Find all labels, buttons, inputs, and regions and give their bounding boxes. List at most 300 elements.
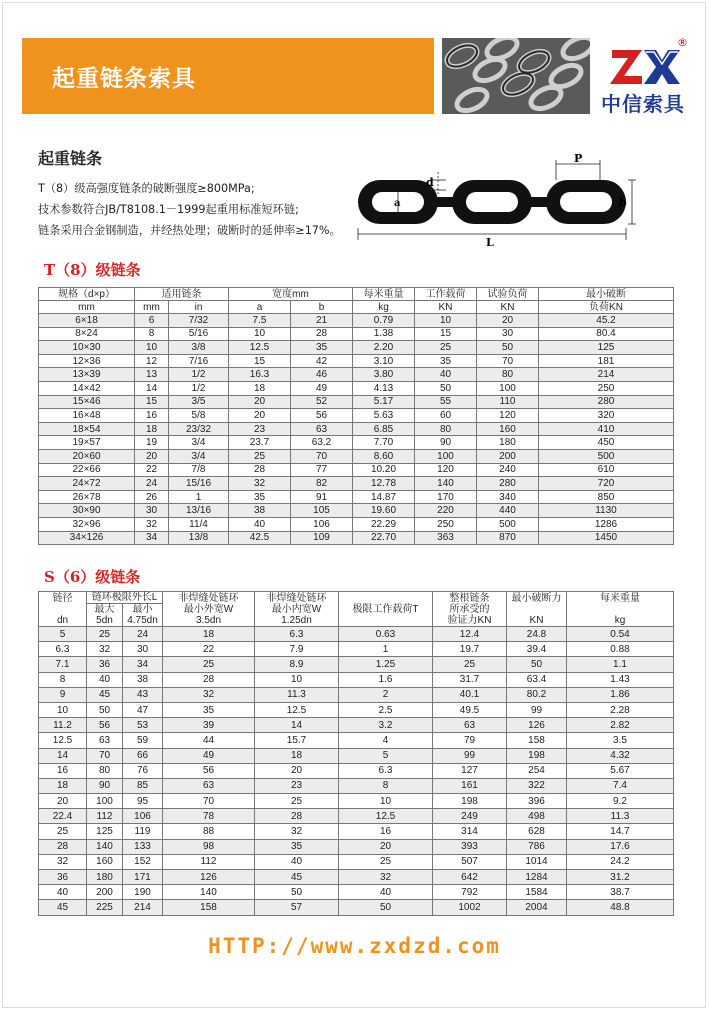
table-cell: 440 <box>477 504 539 518</box>
table-cell: 8.60 <box>353 449 415 463</box>
table-row <box>39 718 674 733</box>
table-cell: 38.7 <box>567 885 674 900</box>
col-test-unit: KN <box>477 301 539 314</box>
col-spec: 规格（d×p） <box>39 288 135 301</box>
col-weight-unit: kg <box>353 301 415 314</box>
table-cell: 15 <box>229 354 291 368</box>
dim-a-label: a <box>394 198 401 209</box>
table-cell: 12.5 <box>339 809 433 824</box>
table-cell: 23 <box>255 778 339 793</box>
table-cell: 161 <box>433 778 507 793</box>
col-break-unit: 负荷KN <box>539 301 674 314</box>
table-cell: 7.9 <box>255 642 339 657</box>
col-s6-break <box>507 592 567 627</box>
table-cell: 3/4 <box>169 449 229 463</box>
table-cell: 11/4 <box>169 517 229 531</box>
table-row <box>39 657 674 672</box>
col-width-b: b <box>291 301 353 314</box>
table-cell: 1.43 <box>567 672 674 687</box>
table-cell: 158 <box>163 900 255 915</box>
table-cell: 24 <box>135 477 169 491</box>
table-cell: 720 <box>539 477 674 491</box>
table-cell: 25 <box>433 657 507 672</box>
table-cell: 39.4 <box>507 642 567 657</box>
table-cell: 642 <box>433 870 507 885</box>
table-cell: 18×54 <box>39 422 135 436</box>
table-cell: 53 <box>123 718 163 733</box>
table-cell: 1002 <box>433 900 507 915</box>
table-cell: 322 <box>507 778 567 793</box>
table-cell: 15/16 <box>169 477 229 491</box>
s6-inner-line: 1.25dn <box>281 614 312 626</box>
table-cell: 32×96 <box>39 517 135 531</box>
table-cell: 320 <box>539 409 674 423</box>
table-cell: 35 <box>291 341 353 355</box>
table-cell: 10 <box>415 314 477 328</box>
table-row <box>39 490 674 504</box>
table-cell: 22 <box>135 463 169 477</box>
table-cell: 50 <box>477 341 539 355</box>
table-cell: 10 <box>135 341 169 355</box>
table-cell: 14 <box>135 381 169 395</box>
table-cell: 100 <box>415 449 477 463</box>
table-cell: 45 <box>255 870 339 885</box>
table-cell: 18 <box>39 778 87 793</box>
col-width: 宽度mm <box>229 288 353 301</box>
table-cell: 12×36 <box>39 354 135 368</box>
table-row <box>39 900 674 915</box>
s6-chain-unit: dn <box>56 614 69 626</box>
registered-mark: ® <box>677 36 688 49</box>
table-cell: 20×60 <box>39 449 135 463</box>
table-cell: 1.86 <box>567 687 674 702</box>
table-cell: 19.60 <box>353 504 415 518</box>
table-cell: 254 <box>507 763 567 778</box>
table-cell: 100 <box>477 381 539 395</box>
table-cell: 70 <box>291 449 353 463</box>
table-cell: 13/8 <box>169 531 229 545</box>
table-cell: 180 <box>87 870 123 885</box>
table-cell: 11.3 <box>567 809 674 824</box>
table-cell: 120 <box>477 409 539 423</box>
table-cell: 40.1 <box>433 687 507 702</box>
table-cell: 45 <box>87 687 123 702</box>
table-cell: 24×72 <box>39 477 135 491</box>
table-cell: 110 <box>477 395 539 409</box>
table-cell: 106 <box>123 809 163 824</box>
table-cell: 47 <box>123 702 163 717</box>
table-cell: 42 <box>291 354 353 368</box>
table-cell: 23/32 <box>169 422 229 436</box>
table-cell: 32 <box>163 687 255 702</box>
table-cell: 77 <box>291 463 353 477</box>
table-cell: 79 <box>433 733 507 748</box>
col-s6-limit: 链环极限外长L <box>87 592 163 604</box>
table-row <box>39 341 674 355</box>
table-cell: 610 <box>539 463 674 477</box>
table-cell: 16.3 <box>229 368 291 382</box>
table-row <box>39 477 674 491</box>
col-s6-inner <box>255 592 339 627</box>
s6-weight-label: 每米重量 <box>600 592 640 604</box>
table-cell: 20 <box>255 763 339 778</box>
table-cell: 106 <box>291 517 353 531</box>
table-cell: 19 <box>135 436 169 450</box>
logo-name: 中信索具 <box>601 92 685 116</box>
table-cell: 30×90 <box>39 504 135 518</box>
table-cell: 170 <box>415 490 477 504</box>
col-s6-chain <box>39 592 87 627</box>
table-cell: 98 <box>163 839 255 854</box>
table-cell: 22.29 <box>353 517 415 531</box>
table-cell: 4 <box>339 733 433 748</box>
table-cell: 1.25 <box>339 657 433 672</box>
table-cell: 40 <box>229 517 291 531</box>
table-cell: 56 <box>163 763 255 778</box>
table-cell: 140 <box>415 477 477 491</box>
table-cell: 850 <box>539 490 674 504</box>
table-cell: 1584 <box>507 885 567 900</box>
table-cell: 10.20 <box>353 463 415 477</box>
table-cell: 90 <box>87 778 123 793</box>
table-cell: 56 <box>291 409 353 423</box>
table-cell: 160 <box>87 854 123 869</box>
dim-b-label: b <box>619 196 627 209</box>
table-cell: 160 <box>477 422 539 436</box>
table-cell: 12.5 <box>229 341 291 355</box>
table-cell: 1284 <box>507 870 567 885</box>
table-row <box>39 368 674 382</box>
table-cell: 4.32 <box>567 748 674 763</box>
table-cell: 44 <box>163 733 255 748</box>
table-row <box>39 885 674 900</box>
table-cell: 32 <box>255 824 339 839</box>
table-cell: 18 <box>135 422 169 436</box>
table-cell: 214 <box>123 900 163 915</box>
table-cell: 16×48 <box>39 409 135 423</box>
table-cell: 15×46 <box>39 395 135 409</box>
dim-d-label: d <box>426 176 434 189</box>
table-cell: 21 <box>291 314 353 328</box>
table-cell: 180 <box>477 436 539 450</box>
table-cell: 7/8 <box>169 463 229 477</box>
table-cell: 99 <box>507 702 567 717</box>
table-cell: 32 <box>229 477 291 491</box>
table-row <box>39 809 674 824</box>
col-s6-outer <box>163 592 255 627</box>
table-cell: 2.20 <box>353 341 415 355</box>
zx-logo-mark <box>598 44 688 88</box>
t8-spec-table <box>38 287 674 545</box>
table-row <box>39 381 674 395</box>
table-cell: 7.5 <box>229 314 291 328</box>
table-row <box>39 763 674 778</box>
table-cell: 48.8 <box>567 900 674 915</box>
table-cell: 126 <box>163 870 255 885</box>
table-cell: 200 <box>87 885 123 900</box>
table-cell: 250 <box>539 381 674 395</box>
intro-line: 技术参数符合JB/T8108.1－1999起重用标准短环链; <box>38 203 299 216</box>
table-cell: 25 <box>163 657 255 672</box>
table-cell: 56 <box>87 718 123 733</box>
website-url[interactable]: HTTP://www.zxdzd.com <box>208 934 501 958</box>
table-cell: 5.63 <box>353 409 415 423</box>
table-cell: 14×42 <box>39 381 135 395</box>
table-cell: 6×18 <box>39 314 135 328</box>
table-cell: 5.67 <box>567 763 674 778</box>
table-cell: 5.17 <box>353 395 415 409</box>
table-cell: 125 <box>87 824 123 839</box>
table-cell: 24 <box>123 627 163 642</box>
col-s6-min <box>123 604 163 627</box>
table-cell: 16 <box>339 824 433 839</box>
table-cell: 7.1 <box>39 657 87 672</box>
table-cell: 32 <box>339 870 433 885</box>
table-cell: 363 <box>415 531 477 545</box>
table-cell: 30 <box>135 504 169 518</box>
table-cell: 95 <box>123 794 163 809</box>
s6-min-unit: 4.75dn <box>127 615 158 626</box>
table-row <box>39 870 674 885</box>
table-cell: 50 <box>339 900 433 915</box>
table-cell: 1286 <box>539 517 674 531</box>
table-cell: 49.5 <box>433 702 507 717</box>
table-cell: 5/16 <box>169 327 229 341</box>
table-cell: 6.3 <box>39 642 87 657</box>
s6-outer-line: 非焊缝处链环 <box>178 592 239 604</box>
table-cell: 8 <box>39 672 87 687</box>
table-cell: 181 <box>539 354 674 368</box>
table-cell: 1.1 <box>567 657 674 672</box>
table-cell: 45 <box>39 900 87 915</box>
table-cell: 50 <box>87 702 123 717</box>
table-cell: 99 <box>433 748 507 763</box>
table-cell: 9.2 <box>567 794 674 809</box>
col-s6-weight <box>567 592 674 627</box>
table-cell: 8×24 <box>39 327 135 341</box>
table-cell: 70 <box>163 794 255 809</box>
table-cell: 11.2 <box>39 718 87 733</box>
table-cell: 52 <box>291 395 353 409</box>
table-row <box>39 794 674 809</box>
s6-proof-line: 所承受的 <box>449 603 490 615</box>
table-cell: 870 <box>477 531 539 545</box>
table-cell: 26 <box>135 490 169 504</box>
table-cell: 25 <box>415 341 477 355</box>
table-cell: 32 <box>135 517 169 531</box>
table-cell: 85 <box>123 778 163 793</box>
table-cell: 220 <box>415 504 477 518</box>
table-cell: 15 <box>415 327 477 341</box>
header-title: 起重链条索具 <box>52 66 196 92</box>
table-cell: 36 <box>87 657 123 672</box>
s6-max-label: 最大 <box>94 604 115 615</box>
table-cell: 20 <box>339 839 433 854</box>
table-cell: 63.2 <box>291 436 353 450</box>
table-cell: 7/32 <box>169 314 229 328</box>
table-cell: 30 <box>477 327 539 341</box>
table-cell: 8 <box>339 778 433 793</box>
table-cell: 249 <box>433 809 507 824</box>
table-cell: 500 <box>477 517 539 531</box>
table-cell: 507 <box>433 854 507 869</box>
table-cell: 26×78 <box>39 490 135 504</box>
table-cell: 1014 <box>507 854 567 869</box>
table-cell: 43 <box>123 687 163 702</box>
table-cell: 5/8 <box>169 409 229 423</box>
table-cell: 82 <box>291 477 353 491</box>
table-cell: 1.38 <box>353 327 415 341</box>
s6-outer-line: 3.5dn <box>195 614 222 626</box>
table-cell: 55 <box>415 395 477 409</box>
s6-inner-line: 最小内宽W <box>271 603 322 615</box>
table-cell: 3/5 <box>169 395 229 409</box>
col-chain: 适用链条 <box>135 288 229 301</box>
table-cell: 140 <box>163 885 255 900</box>
table-row <box>39 422 674 436</box>
table-cell: 10 <box>255 672 339 687</box>
table-cell: 7.70 <box>353 436 415 450</box>
table-cell: 63.4 <box>507 672 567 687</box>
table-cell: 0.63 <box>339 627 433 642</box>
col-weight: 每米重量 <box>353 288 415 301</box>
s6-weight-unit: kg <box>614 614 626 626</box>
table-row <box>39 824 674 839</box>
table-cell: 10 <box>229 327 291 341</box>
intro-text <box>38 178 368 241</box>
table-cell: 20 <box>39 794 87 809</box>
table-cell: 4.13 <box>353 381 415 395</box>
table-row <box>39 409 674 423</box>
table-cell: 0.79 <box>353 314 415 328</box>
intro-line: T（8）级高强度链条的破断强度≥800MPa; <box>38 182 255 195</box>
table-cell: 35 <box>255 839 339 854</box>
table-cell: 6.3 <box>339 763 433 778</box>
table-cell: 18 <box>229 381 291 395</box>
table-cell: 314 <box>433 824 507 839</box>
table-cell: 46 <box>291 368 353 382</box>
table-cell: 34×126 <box>39 531 135 545</box>
table-cell: 16 <box>135 409 169 423</box>
table-row <box>39 839 674 854</box>
table-cell: 2.5 <box>339 702 433 717</box>
table-cell: 23 <box>229 422 291 436</box>
table-cell: 127 <box>433 763 507 778</box>
table-row <box>39 327 674 341</box>
chain-photo <box>442 38 590 114</box>
table-cell: 140 <box>87 839 123 854</box>
table-row <box>39 517 674 531</box>
table-cell: 12.78 <box>353 477 415 491</box>
dim-p-label: P <box>574 152 583 165</box>
header <box>22 38 688 114</box>
table-cell: 16 <box>39 763 87 778</box>
table-cell: 34 <box>123 657 163 672</box>
table-row <box>39 854 674 869</box>
col-chain-in: in <box>169 301 229 314</box>
company-logo <box>598 36 688 116</box>
table-row <box>39 531 674 545</box>
table-cell: 36 <box>39 870 87 885</box>
table-cell: 80 <box>477 368 539 382</box>
table-cell: 23.7 <box>229 436 291 450</box>
table-cell: 1.6 <box>339 672 433 687</box>
table-row <box>39 733 674 748</box>
table-cell: 8.9 <box>255 657 339 672</box>
table-cell: 70 <box>87 748 123 763</box>
table-row <box>39 748 674 763</box>
table-cell: 35 <box>415 354 477 368</box>
t8-table-title: T（8）级链条 <box>44 261 141 279</box>
table-cell: 1/2 <box>169 381 229 395</box>
table-cell: 14 <box>39 748 87 763</box>
col-load-unit: KN <box>415 301 477 314</box>
table-cell: 91 <box>291 490 353 504</box>
s6-chain-label: 链径 <box>52 592 73 604</box>
table-cell: 628 <box>507 824 567 839</box>
table-row <box>39 354 674 368</box>
table-cell: 49 <box>291 381 353 395</box>
table-row <box>39 642 674 657</box>
table-cell: 100 <box>87 794 123 809</box>
table-cell: 112 <box>87 809 123 824</box>
table-cell: 88 <box>163 824 255 839</box>
table-cell: 25 <box>255 794 339 809</box>
table-cell: 17.6 <box>567 839 674 854</box>
table-row <box>39 463 674 477</box>
table-cell: 34 <box>135 531 169 545</box>
table-cell: 9 <box>39 687 87 702</box>
table-cell: 40 <box>39 885 87 900</box>
table-cell: 25 <box>87 627 123 642</box>
table-cell: 12 <box>135 354 169 368</box>
table-cell: 32 <box>39 854 87 869</box>
table-cell: 40 <box>339 885 433 900</box>
table-cell: 340 <box>477 490 539 504</box>
table-cell: 22 <box>163 642 255 657</box>
table-cell: 19×57 <box>39 436 135 450</box>
col-test: 试验负荷 <box>477 288 539 301</box>
table-cell: 20 <box>229 409 291 423</box>
table-cell: 500 <box>539 449 674 463</box>
table-cell: 3/8 <box>169 341 229 355</box>
col-s6-max <box>87 604 123 627</box>
table-cell: 112 <box>163 854 255 869</box>
table-cell: 14 <box>255 718 339 733</box>
table-cell: 498 <box>507 809 567 824</box>
table-cell: 13×39 <box>39 368 135 382</box>
table-cell: 105 <box>291 504 353 518</box>
table-cell: 15.7 <box>255 733 339 748</box>
s6-inner-line: 非焊缝处链环 <box>266 592 327 604</box>
col-spec-unit: mm <box>39 301 135 314</box>
table-cell: 11.3 <box>255 687 339 702</box>
table-cell: 2.28 <box>567 702 674 717</box>
table-cell: 280 <box>477 477 539 491</box>
table-cell: 450 <box>539 436 674 450</box>
table-cell: 12.5 <box>255 702 339 717</box>
table-cell: 12.5 <box>39 733 87 748</box>
table-cell: 120 <box>415 463 477 477</box>
s6-outer-line: 最小外宽W <box>183 603 234 615</box>
table-cell: 10×30 <box>39 341 135 355</box>
table-cell: 133 <box>123 839 163 854</box>
table-cell: 786 <box>507 839 567 854</box>
s6-proof-line: 验证力KN <box>447 614 492 626</box>
table-cell: 1/2 <box>169 368 229 382</box>
table-cell: 109 <box>291 531 353 545</box>
table-cell: 158 <box>507 733 567 748</box>
